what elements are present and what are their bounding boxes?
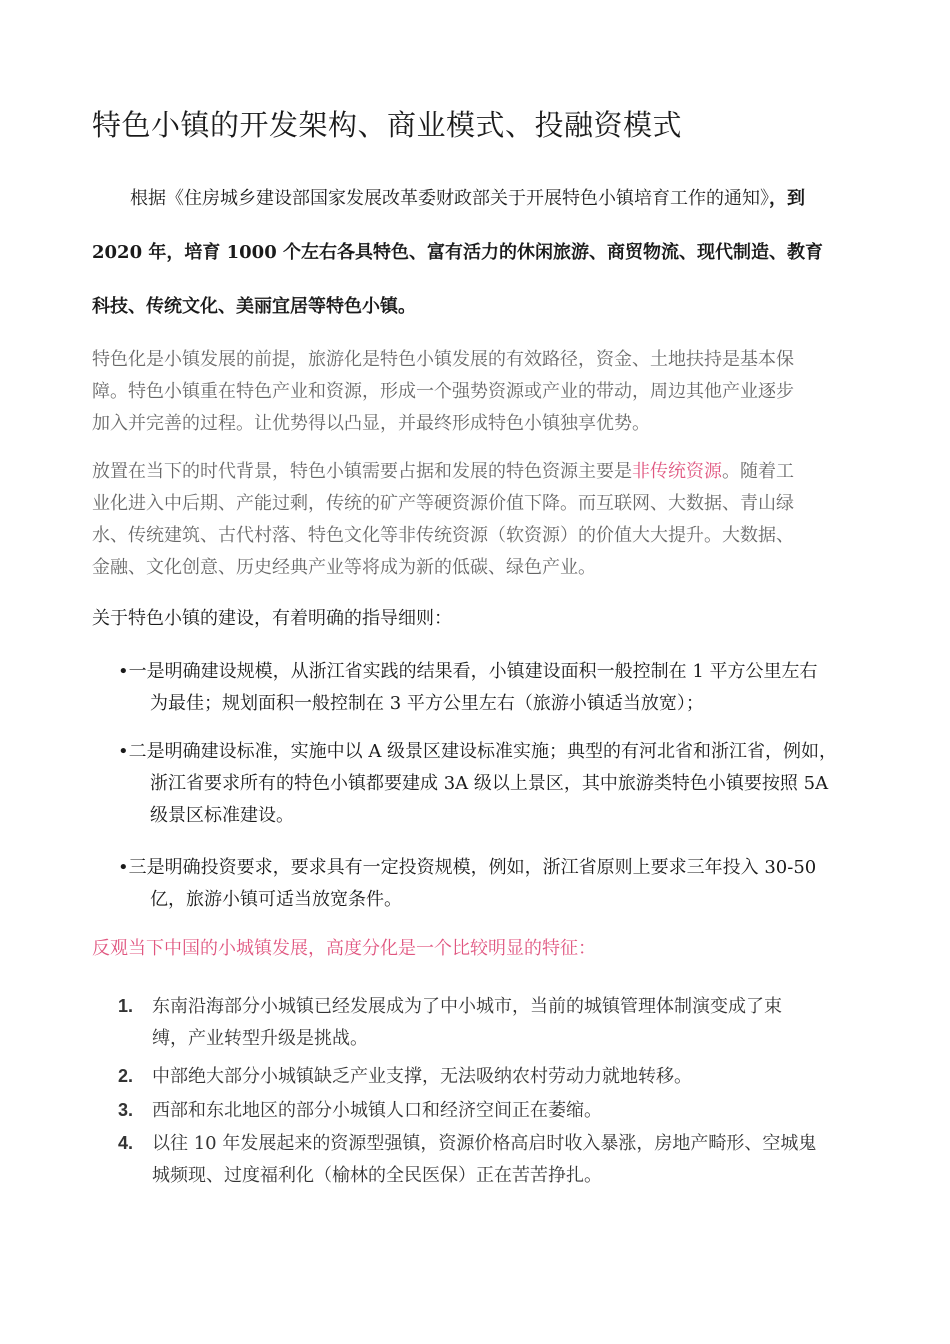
list-item-line <box>118 1094 878 1127</box>
list-number: 4. <box>118 1133 134 1153</box>
bullet-item-scale <box>118 656 878 720</box>
list-item <box>118 990 878 1055</box>
bullet-line: •三是明确投资要求，要求具有一定投资规模，例如，浙江省原则上要求三年投入 30-50 <box>118 857 817 878</box>
list-item-line <box>118 1127 878 1160</box>
list-text: 以往 10 年发展起来的资源型强镇，资源价格高启时收入暴涨，房地产畸形、空城鬼 <box>152 1133 817 1154</box>
intro-line-1 <box>92 178 862 232</box>
paragraph-text: 。随着工 <box>722 461 794 482</box>
paragraph-featured-development <box>92 344 852 440</box>
intro-line-2: 2020 年，培育 1000 个左右各具特色、富有活力的休闲旅游、商贸物流、现代制造、教育 <box>92 242 823 263</box>
intro-paragraph <box>92 178 862 340</box>
bullet-line: 为最佳；规划面积一般控制在 3 平方公里左右（旅游小镇适当放宽）； <box>150 693 704 714</box>
paragraph-line: 特色化是小镇发展的前提，旅游化是特色小镇发展的有效路径，资金、土地扶持是基本保 <box>92 349 794 370</box>
paragraph-line: 障。特色小镇重在特色产业和资源，形成一个强势资源或产业的带动，周边其他产业逐步 <box>92 381 794 402</box>
list-text: 东南沿海部分小城镇已经发展成为了中小城市，当前的城镇管理体制演变成了束 <box>152 996 782 1017</box>
paragraph-resources <box>92 456 852 584</box>
bullet-line: •一是明确建设规模，从浙江省实践的结果看，小镇建设面积一般控制在 1 平方公里左右 <box>118 661 818 682</box>
paragraph-line: 加入并完善的过程。让优势得以凸显，并最终形成特色小镇独享优势。 <box>92 413 650 434</box>
page-title: 特色小镇的开发架构、商业模式、投融资模式 <box>92 108 683 142</box>
list-text: 西部和东北地区的部分小城镇人口和经济空间正在萎缩。 <box>152 1100 602 1121</box>
list-item <box>118 1060 878 1093</box>
bullet-item-standard <box>118 736 878 832</box>
list-number: 2. <box>118 1066 134 1086</box>
list-item <box>118 1127 878 1192</box>
bullet-line: 亿，旅游小镇可适当放宽条件。 <box>150 889 402 910</box>
differentiation-heading: 反观当下中国的小城镇发展，高度分化是一个比较明显的特征： <box>92 938 596 959</box>
list-item-line: 城频现、过度福利化（榆林的全民医保）正在苦苦挣扎。 <box>152 1165 602 1186</box>
bullet-line: 浙江省要求所有的特色小镇都要建成 3A 级以上景区，其中旅游类特色小镇要按照 5A <box>150 773 829 794</box>
bullet-line: •二是明确建设标准，实施中以 A 级景区建设标准实施；典型的有河北省和浙江省，例如， <box>118 741 838 762</box>
guide-heading: 关于特色小镇的建设，有着明确的指导细则： <box>92 608 452 629</box>
intro-line-1-suffix: ，到 <box>769 188 805 209</box>
bullet-line: 级景区标准建设。 <box>150 805 294 826</box>
intro-line-3: 科技、传统文化、美丽宜居等特色小镇。 <box>92 296 416 317</box>
highlight-non-traditional-resources: 非传统资源 <box>632 461 722 482</box>
paragraph-line <box>92 456 852 488</box>
list-item <box>118 1094 878 1127</box>
list-item-line: 缚，产业转型升级是挑战。 <box>152 1028 368 1049</box>
intro-line-1-text: 根据《住房城乡建设部国家发展改革委财政部关于开展特色小镇培育工作的通知》 <box>130 188 769 209</box>
paragraph-line: 业化进入中后期、产能过剩，传统的矿产等硬资源价值下降。而互联网、大数据、青山绿 <box>92 493 794 514</box>
paragraph-line: 水、传统建筑、古代村落、特色文化等非传统资源（软资源）的价值大大提升。大数据、 <box>92 525 794 546</box>
list-text: 中部绝大部分小城镇缺乏产业支撑，无法吸纳农村劳动力就地转移。 <box>152 1066 692 1087</box>
bullet-item-investment <box>118 852 878 916</box>
paragraph-text: 放置在当下的时代背景，特色小镇需要占据和发展的特色资源主要是 <box>92 461 632 482</box>
list-item-line <box>118 990 878 1023</box>
paragraph-line: 金融、文化创意、历史经典产业等将成为新的低碳、绿色产业。 <box>92 557 596 578</box>
list-number: 1. <box>118 996 134 1016</box>
list-item-line <box>118 1060 878 1093</box>
list-number: 3. <box>118 1100 134 1120</box>
